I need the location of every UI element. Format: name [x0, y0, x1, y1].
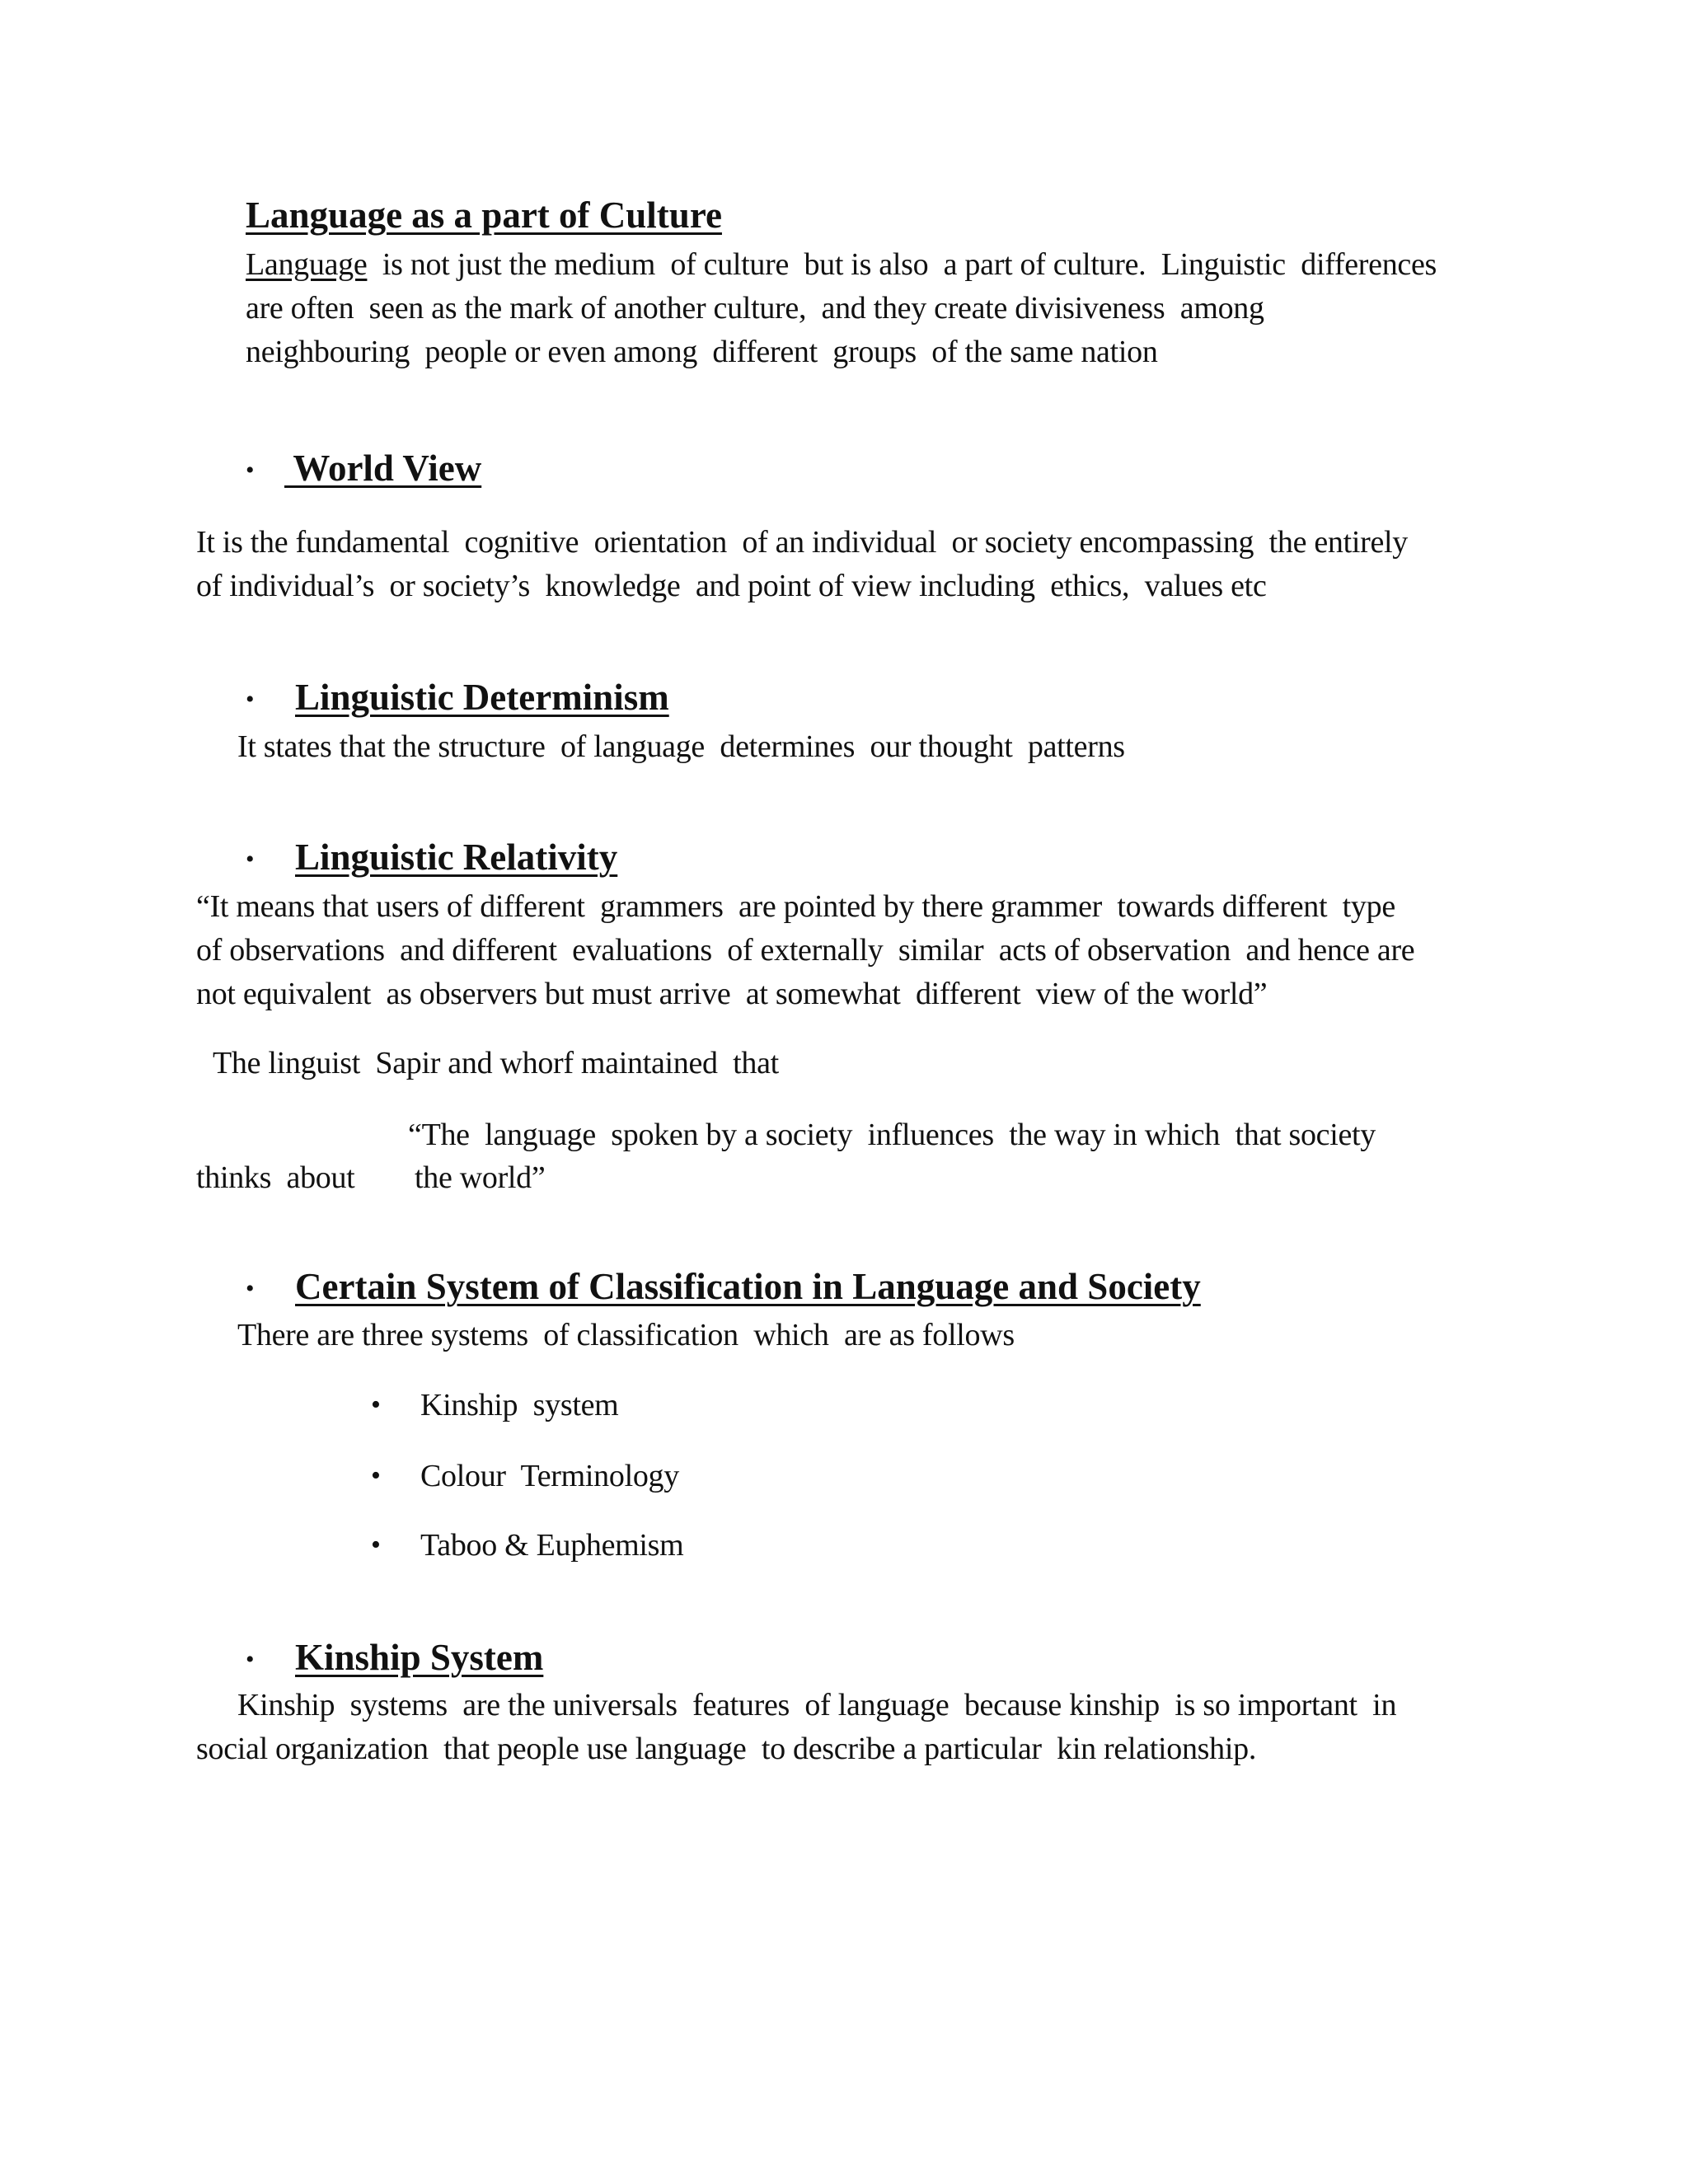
section-heading-kinship: Kinship System: [295, 1637, 544, 1678]
sapir-whorf-quote-line-1: “The language spoken by a society influences the way in which that society: [408, 1118, 1376, 1152]
bullet-icon: •: [246, 846, 255, 873]
list-item-colour-terminology: Colour Terminology: [420, 1459, 679, 1493]
section-heading-world-view: World View: [284, 448, 482, 489]
list-bullet-icon: •: [371, 1460, 381, 1491]
culture-line-1-text: is not just the medium of culture but is also a part of culture. Linguistic differences: [367, 247, 1437, 282]
section-heading-relativity: Linguistic Relativity: [295, 837, 618, 878]
relativity-line-4: The linguist Sapir and whorf maintained that: [213, 1046, 779, 1080]
relativity-line-1: “It means that users of different grammers are pointed by there grammer towards different type: [196, 889, 1395, 924]
sapir-whorf-quote-left: thinks about: [196, 1160, 355, 1195]
section-heading-classification: Certain System of Classification in Language and Society: [295, 1266, 1201, 1307]
classification-intro-line: There are three systems of classification which are as follows: [237, 1318, 1015, 1352]
sapir-whorf-quote-line-2: the world”: [415, 1160, 546, 1195]
bullet-icon: •: [246, 1646, 255, 1673]
culture-paragraph-line-2: are often seen as the mark of another culture, and they create divisiveness among: [246, 291, 1264, 326]
section-heading-determinism: Linguistic Determinism: [295, 677, 669, 718]
relativity-line-2: of observations and different evaluations of externally similar acts of observation and hence are: [196, 933, 1415, 968]
list-bullet-icon: •: [371, 1390, 381, 1420]
bullet-icon: •: [246, 1275, 255, 1302]
bullet-icon: •: [246, 686, 255, 713]
culture-paragraph-line-1: [246, 246, 1437, 284]
list-item-kinship-system: Kinship system: [420, 1388, 619, 1422]
bullet-icon: •: [246, 457, 255, 484]
determinism-line-1: It states that the structure of language determines our thought patterns: [237, 729, 1125, 764]
list-bullet-icon: •: [371, 1530, 381, 1560]
list-item-taboo-euphemism: Taboo & Euphemism: [420, 1528, 684, 1563]
world-view-line-2: of individual’s or society’s knowledge and point of view including ethics, values etc: [196, 569, 1267, 603]
kinship-line-2: social organization that people use language to describe a particular kin relationship.: [196, 1732, 1257, 1766]
language-link[interactable]: Language: [246, 247, 368, 282]
section-heading-culture: Language as a part of Culture: [246, 194, 722, 236]
culture-paragraph-line-3: neighbouring people or even among different groups of the same nation: [246, 335, 1158, 369]
world-view-line-1: It is the fundamental cognitive orientation of an individual or society encompassing the entirely: [196, 525, 1409, 560]
kinship-line-1: Kinship systems are the universals features of language because kinship is so important in: [237, 1688, 1397, 1722]
relativity-line-3: not equivalent as observers but must arrive at somewhat different view of the world”: [196, 977, 1268, 1011]
